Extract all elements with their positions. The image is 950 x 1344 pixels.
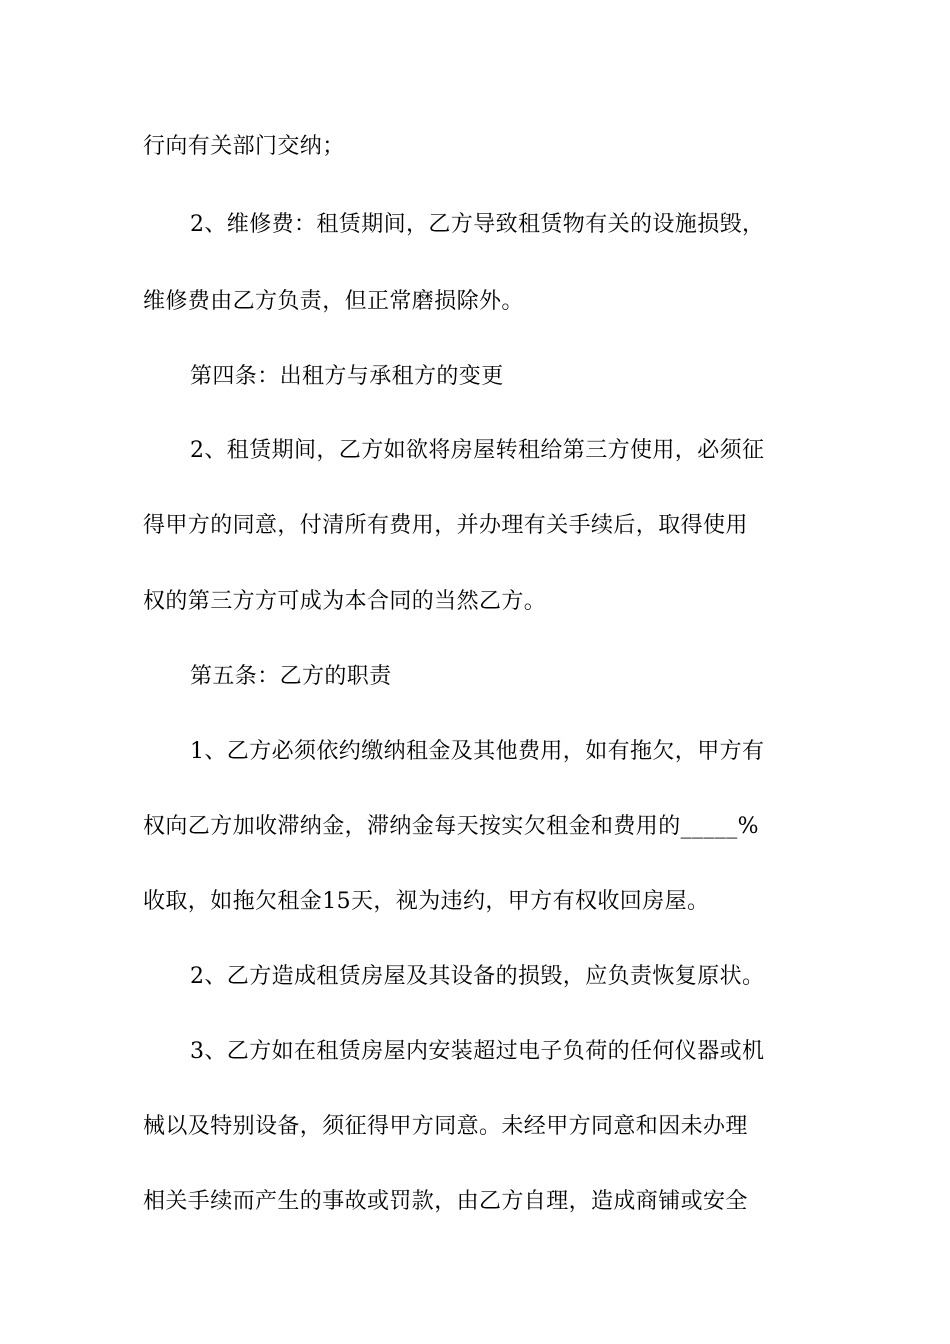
text-line: 权向乙方加收滞纳金，滞纳金每天按实欠租金和费用的_____% — [143, 814, 759, 839]
text-line: 2、乙方造成租赁房屋及其设备的损毁，应负责恢复原状。 — [190, 964, 765, 989]
text-line: 相关手续而产生的事故或罚款，由乙方自理，造成商铺或安全 — [143, 1189, 748, 1214]
text-line: 得甲方的同意，付清所有费用，并办理有关手续后，取得使用 — [143, 513, 748, 538]
text-line: 收取，如拖欠租金15天，视为违约，甲方有权收回房屋。 — [143, 889, 710, 914]
text-line: 维修费由乙方负责，但正常磨损除外。 — [143, 289, 524, 314]
text-line: 1、乙方必须依约缴纳租金及其他费用，如有拖欠，甲方有 — [190, 739, 765, 764]
text-line: 行向有关部门交纳； — [143, 134, 345, 159]
text-line: 3、乙方如在租赁房屋内安装超过电子负荷的任何仪器或机 — [190, 1039, 765, 1064]
text-line: 2、维修费：租赁期间，乙方导致租赁物有关的设施损毁， — [190, 212, 765, 237]
text-line: 权的第三方方可成为本合同的当然乙方。 — [143, 589, 547, 614]
text-line: 械以及特别设备，须征得甲方同意。未经甲方同意和因未办理 — [143, 1114, 748, 1139]
section-heading: 第四条：出租方与承租方的变更 — [190, 364, 504, 389]
section-heading: 第五条：乙方的职责 — [190, 664, 392, 689]
text-line: 2、租赁期间，乙方如欲将房屋转租给第三方使用，必须征 — [190, 438, 765, 463]
